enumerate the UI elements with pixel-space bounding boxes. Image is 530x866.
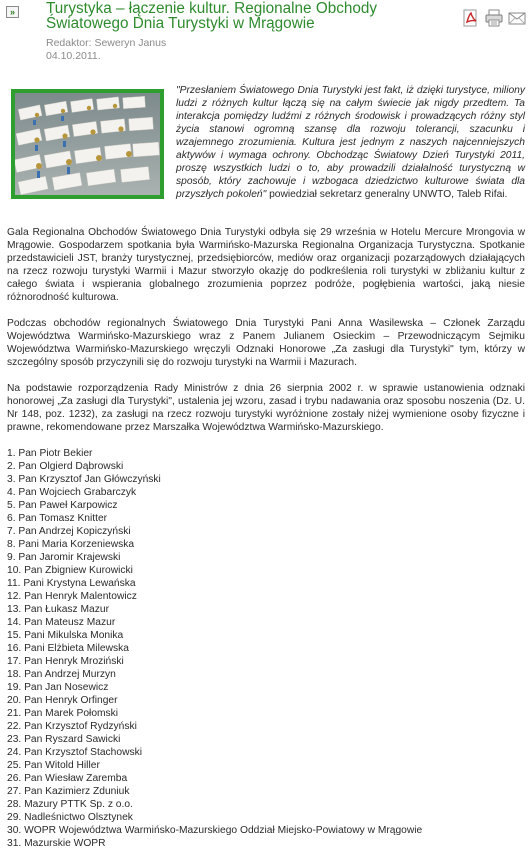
list-item: 14. Pan Mateusz Mazur bbox=[7, 617, 116, 628]
article-photo bbox=[11, 89, 164, 199]
unwto-quote bbox=[176, 84, 525, 201]
list-item: 15. Pani Mikulska Monika bbox=[7, 630, 124, 641]
list-item: 16. Pani Elżbieta Milewska bbox=[7, 643, 129, 654]
list-item: 26. Pan Wiesław Zaremba bbox=[7, 773, 128, 784]
list-item: 9. Pan Jaromir Krajewski bbox=[7, 552, 121, 563]
list-item: 6. Pan Tomasz Knitter bbox=[7, 513, 108, 524]
list-item: 13. Pan Łukasz Mazur bbox=[7, 604, 109, 615]
article-body bbox=[7, 226, 525, 850]
list-item: 31. Mazurskie WOPR bbox=[7, 838, 106, 849]
list-item: 24. Pan Krzysztof Stachowski bbox=[7, 747, 143, 758]
awardee-list bbox=[7, 447, 525, 850]
list-item: 29. Nadleśnictwo Olsztynek bbox=[7, 812, 133, 823]
list-item: 20. Pan Henryk Orfinger bbox=[7, 695, 118, 706]
print-icon[interactable] bbox=[485, 9, 503, 27]
publish-date: 04.10.2011. bbox=[46, 50, 101, 62]
article-meta bbox=[46, 37, 166, 63]
list-item: 25. Pan Witold Hiller bbox=[7, 760, 100, 771]
list-item: 8. Pani Maria Korzeniewska bbox=[7, 539, 135, 550]
article-title[interactable]: Turystyka – łączenie kultur. Regionalne Obchody Światowego Dnia Turystyki w Mrągowie bbox=[46, 0, 378, 32]
list-item: 18. Pan Andrzej Murzyn bbox=[7, 669, 116, 680]
quote-attribution: powiedział sekretarz generalny UNWTO, Taleb Rifai. bbox=[266, 189, 508, 200]
list-item: 11. Pani Krystyna Lewańska bbox=[7, 578, 136, 589]
list-item: 28. Mazury PTTK Sp. z o.o. bbox=[7, 799, 133, 810]
article-tools bbox=[462, 9, 526, 27]
list-item: 22. Pan Krzysztof Rydzyński bbox=[7, 721, 137, 732]
body-paragraph: Gala Regionalna Obchodów Światowego Dnia Turystyki odbyła się 29 września w Hotelu Mercure Mrongovia w Mrągowie. Gospodarzem spotkania była Warmińsko-Mazurska Regionalna Organizacja Turystyczna. Spotkanie przedstawicieli JST, branży turystycznej, przedsiębiorców, mediów oraz organizacji pozarządowych działających na rzecz rozwoju turystyki Warmii i Mazur stworzyło okazję do podkreślenia roli turystyki w zbliżaniu kultur z całego świata i wspierania globalnego zrozumienia poprzez podróże, pogłębienia wartości, jaką niesie różnorodność kulturowa. bbox=[7, 227, 525, 303]
list-item: 19. Pan Jan Nosewicz bbox=[7, 682, 109, 693]
pdf-icon[interactable] bbox=[462, 9, 480, 27]
quote-text: "Przesłaniem Światowego Dnia Turystyki jest fakt, iż dzięki turystyce, miliony ludzi z różnych kultur łączą się na całym świecie jak nigdy przedtem. Ta interakcja pomiędzy ludźmi z różnych środowisk i prowadzących różny styl życia stanowi ogromną szansę dla rozwoju tolerancji, szacunku i wzajemnego zrozumienia. Kultura jest jednym z naszych najcenniejszych aktywów i wymaga ochrony. Obchodząc Światowy Dzień Turystyki 2011, proszę wszystkich ludzi o to, aby prowadzili działalność turystyczną w sposób, który zachowuje i wzbogaca dziedzictwo kulturowe świata dla przyszłych pokoleń" bbox=[176, 85, 525, 200]
list-item: 2. Pan Olgierd Dąbrowski bbox=[7, 461, 124, 472]
list-item: 10. Pan Zbigniew Kurowicki bbox=[7, 565, 133, 576]
arrow-icon[interactable]: » bbox=[6, 6, 19, 18]
body-paragraph: Podczas obchodów regionalnych Światowego Dnia Turystyki Pani Anna Wasilewska – Członek Zarządu Województwa Warmińsko-Mazurskiego wraz z Panem Julianem Osieckim – Przewodniczącym Sejmiku Województwa Warmińsko-Mazurskiego wręczyli Odznaki Honorowe „Za zasługi dla Turystyki" tym, którzy w szczególny sposób przyczynili się do rozwoju turystyki na Warmii i Mazurach. bbox=[7, 318, 525, 368]
award-badges-photo bbox=[15, 93, 160, 195]
list-item: 1. Pan Piotr Bekier bbox=[7, 448, 93, 459]
list-item: 3. Pan Krzysztof Jan Główczyński bbox=[7, 474, 161, 485]
body-paragraph: Na podstawie rozporządzenia Rady Ministrów z dnia 26 sierpnia 2002 r. w sprawie ustanowienia odznaki honorowej „Za zasługi dla Turystyki", ustalenia jej wzoru, zasad i trybu nadawania oraz sposobu noszenia (Dz. U. Nr 148, poz. 1232), za zasługi na rzecz rozwoju turystyki wyróżnione zostały niżej wymienione osoby fizyczne i prawne, rekomendowane przez Marszałka Województwa Warmińsko-Mazurskiego. bbox=[7, 383, 525, 433]
list-item: 12. Pan Henryk Malentowicz bbox=[7, 591, 137, 602]
list-item: 30. WOPR Województwa Warmińsko-Mazurskiego Oddział Miejsko-Powiatowy w Mrągowie bbox=[7, 825, 423, 836]
list-item: 21. Pan Marek Połomski bbox=[7, 708, 119, 719]
author: Redaktor: Seweryn Janus bbox=[46, 37, 167, 49]
list-item: 23. Pan Ryszard Sawicki bbox=[7, 734, 121, 745]
list-item: 5. Pan Paweł Karpowicz bbox=[7, 500, 118, 511]
list-item: 7. Pan Andrzej Kopiczyński bbox=[7, 526, 131, 537]
list-item: 17. Pan Henryk Mroziński bbox=[7, 656, 124, 667]
list-item: 27. Pan Kazimierz Zduniuk bbox=[7, 786, 130, 797]
email-icon[interactable] bbox=[508, 9, 526, 27]
list-item: 4. Pan Wojciech Grabarczyk bbox=[7, 487, 137, 498]
